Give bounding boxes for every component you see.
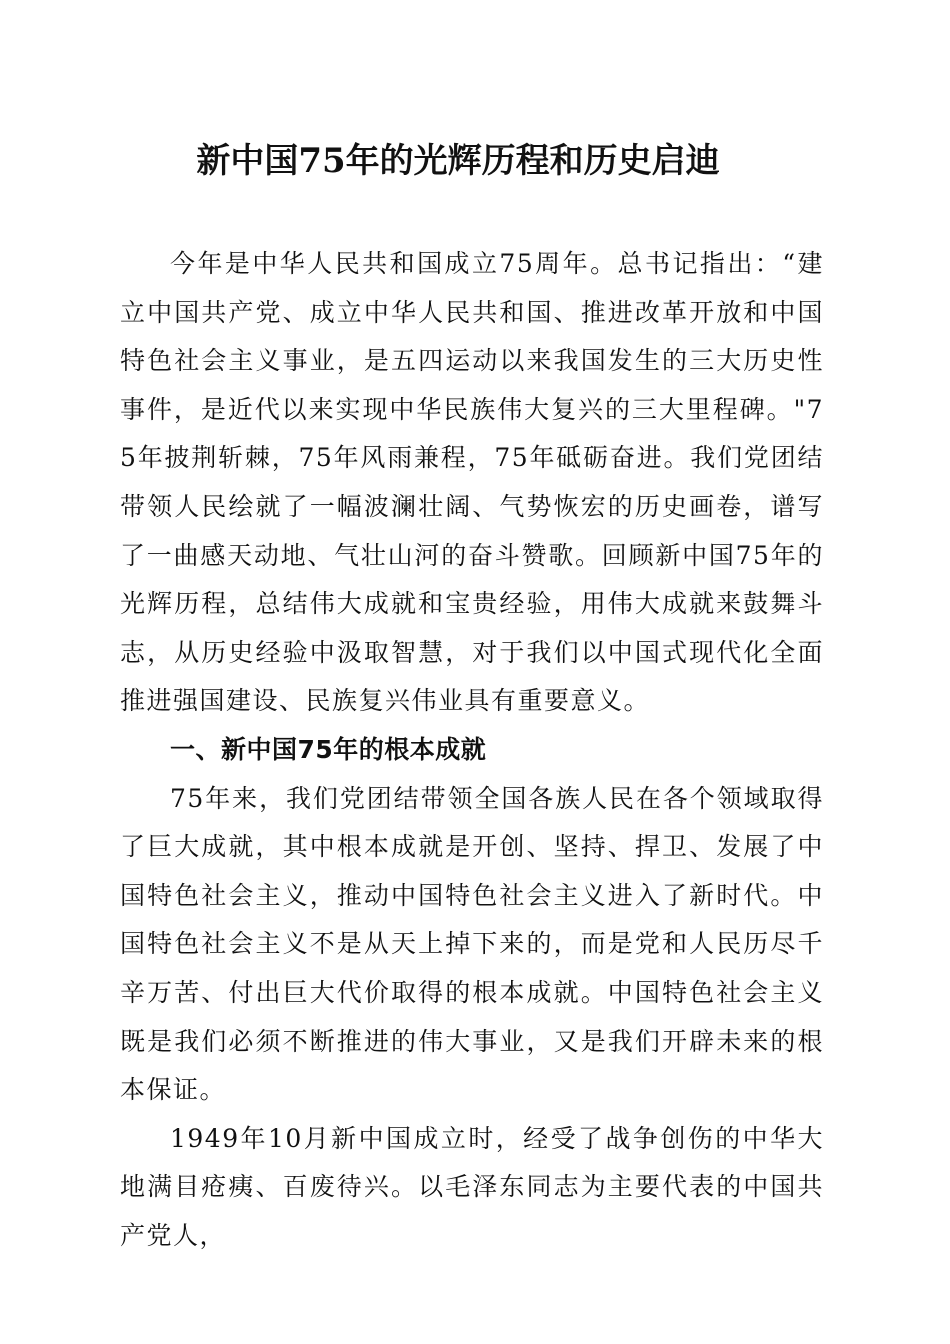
section-heading: 一、新中国75年的根本成就 — [170, 734, 487, 764]
document-title: 新中国75年的光辉历程和历史启迪 — [196, 141, 720, 181]
section-paragraph: 75年来，我们党团结带领全国各族人民在各个领域取得了巨大成就，其中根本成就是开创、坚持、捍卫、发展了中国特色社会主义，推动中国特色社会主义进入了新时代。中国特色社会主义不是从天上掉下来的，而是党和人民历尽千辛万苦、付出巨大代价取得的根本成就。中国特色社会主义既是我们必须不断推进的伟大事业，又是我们开辟未来的根本保证。 — [120, 783, 824, 1105]
section-paragraph: 1949年10月新中国成立时，经受了战争创伤的中华大地满目疮痍、百废待兴。以毛泽东同志为主要代表的中国共产党人， — [120, 1123, 824, 1250]
document-body — [120, 240, 824, 1260]
intro-paragraph: 今年是中华人民共和国成立75周年。总书记指出：“建立中国共产党、成立中华人民共和国、推进改革开放和中国特色社会主义事业，是五四运动以来我国发生的三大历史性事件，是近代以来实现中华民族伟大复兴的三大里程碑。"75年披荆斩棘，75年风雨兼程，75年砥砺奋进。我们党团结带领人民绘就了一幅波澜壮阔、气势恢宏的历史画卷，谱写了一曲感天动地、气壮山河的奋斗赞歌。回顾新中国75年的光辉历程，总结伟大成就和宝贵经验，用伟大成就来鼓舞斗志，从历史经验中汲取智慧，对于我们以中国式现代化全面推进强国建设、民族复兴伟业具有重要意义。 — [120, 249, 824, 716]
